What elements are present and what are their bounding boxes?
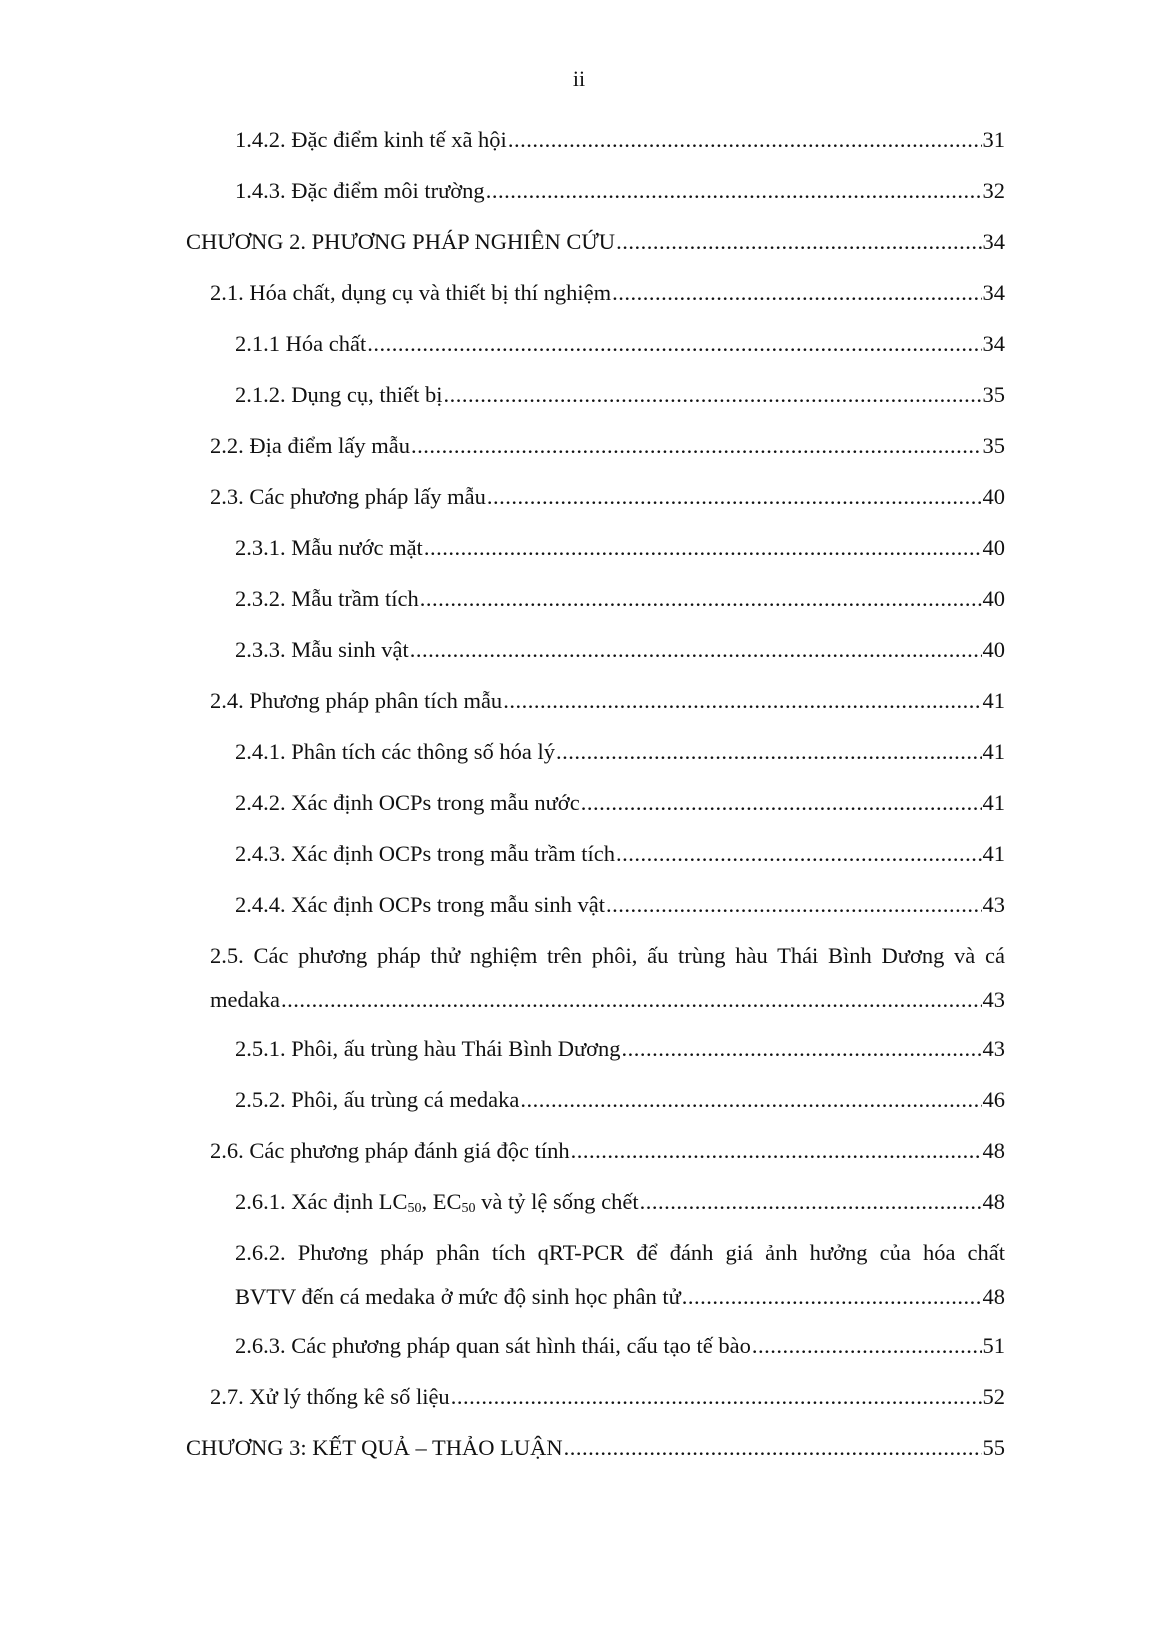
toc-entry-label: 2.3.2. Mẫu trầm tích xyxy=(235,586,419,611)
toc-entry-page: 35 xyxy=(982,433,1005,458)
toc-entry[interactable] xyxy=(210,475,1005,519)
leader-dots xyxy=(424,526,982,570)
toc-chapter-entry[interactable] xyxy=(186,220,1005,264)
toc-entry-page: 43 xyxy=(982,987,1005,1012)
toc-entry-page: 52 xyxy=(982,1384,1005,1409)
leader-dots xyxy=(486,169,982,213)
toc-entry-label: 2.4.4. Xác định OCPs trong mẫu sinh vật xyxy=(235,892,605,917)
leader-dots xyxy=(556,730,982,774)
toc-entry-page: 34 xyxy=(982,229,1005,254)
toc-chapter-entry[interactable] xyxy=(186,1426,1005,1470)
toc-entry-page: 51 xyxy=(982,1333,1005,1358)
toc-entry-label: 2.2. Địa điểm lấy mẫu xyxy=(210,433,410,458)
toc-entry-label: 2.1.1 Hóa chất xyxy=(235,331,367,356)
toc-entry-page: 35 xyxy=(982,382,1005,407)
toc-entry-label: 2.4.3. Xác định OCPs trong mẫu trầm tích xyxy=(235,841,615,866)
toc-entry-label-line2: BVTV đến cá medaka ở mức độ sinh học phân tử xyxy=(235,1284,681,1309)
toc-entry[interactable] xyxy=(210,1129,1005,1173)
leader-dots xyxy=(410,628,982,672)
toc-entry[interactable] xyxy=(235,628,1005,672)
toc-entry[interactable] xyxy=(235,1324,1005,1368)
leader-dots xyxy=(606,883,982,927)
leader-dots xyxy=(420,577,982,621)
leader-dots xyxy=(571,1129,982,1173)
toc-entry[interactable] xyxy=(235,730,1005,774)
toc-entry-page: 55 xyxy=(982,1435,1005,1460)
toc-entry-multiline[interactable] xyxy=(210,934,1005,1022)
toc-entry[interactable] xyxy=(210,271,1005,315)
toc-entry-page: 31 xyxy=(982,127,1005,152)
toc-entry-label: 2.4. Phương pháp phân tích mẫu xyxy=(210,688,503,713)
leader-dots xyxy=(503,679,981,723)
toc-entry-label: 2.6. Các phương pháp đánh giá độc tính xyxy=(210,1138,570,1163)
toc-entry-page: 41 xyxy=(982,739,1005,764)
toc-entry[interactable] xyxy=(235,1078,1005,1122)
toc-entry[interactable] xyxy=(210,424,1005,468)
leader-dots xyxy=(564,1426,982,1470)
leader-dots xyxy=(616,832,982,876)
toc-entry[interactable] xyxy=(235,526,1005,570)
toc-entry-page: 40 xyxy=(982,484,1005,509)
leader-dots xyxy=(752,1324,982,1368)
toc-entry-label: CHƯƠNG 3: KẾT QUẢ – THẢO LUẬN xyxy=(186,1435,563,1460)
leader-dots xyxy=(682,1275,982,1319)
subscript-50: 50 xyxy=(461,1201,476,1216)
toc-entry-label: 2.3.3. Mẫu sinh vật xyxy=(235,637,409,662)
toc-entry[interactable] xyxy=(235,373,1005,417)
toc-entry-label: 2.7. Xử lý thống kê số liệu xyxy=(210,1384,450,1409)
toc-entry-page: 48 xyxy=(982,1189,1005,1214)
toc-entry[interactable] xyxy=(235,577,1005,621)
leader-dots xyxy=(581,781,982,825)
toc-entry[interactable] xyxy=(235,781,1005,825)
toc-entry-label: 2.4.2. Xác định OCPs trong mẫu nước xyxy=(235,790,580,815)
leader-dots xyxy=(443,373,981,417)
toc-entry-page: 34 xyxy=(982,280,1005,305)
toc-entry[interactable] xyxy=(235,118,1005,162)
toc-entry-page: 48 xyxy=(982,1138,1005,1163)
toc-entry-label: 2.1.2. Dụng cụ, thiết bị xyxy=(235,382,443,407)
leader-dots xyxy=(451,1375,982,1419)
toc-entry-label: 2.3. Các phương pháp lấy mẫu xyxy=(210,484,486,509)
toc-entry[interactable] xyxy=(235,1180,1005,1224)
toc-entry[interactable] xyxy=(235,1027,1005,1071)
toc-entry-page: 43 xyxy=(982,892,1005,917)
toc-entry-label: 2.4.1. Phân tích các thông số hóa lý xyxy=(235,739,555,764)
toc-entry-label: 2.6.1. Xác định $LC_{50}$, $EC_{50}$ và tỷ lệ sống chết xyxy=(235,1189,639,1216)
toc-entry-page: 43 xyxy=(982,1036,1005,1061)
toc-entry-page: 40 xyxy=(982,637,1005,662)
leader-dots xyxy=(487,475,982,519)
toc-entry-label-line1: 2.5. Các phương pháp thử nghiệm trên phôi, ấu trùng hàu Thái Bình Dương và cá xyxy=(210,943,1005,968)
leader-dots xyxy=(508,118,982,162)
toc-entry[interactable] xyxy=(235,169,1005,213)
toc-entry-page: 41 xyxy=(982,688,1005,713)
leader-dots xyxy=(622,1027,982,1071)
leader-dots xyxy=(640,1180,982,1224)
toc-entry-page: 48 xyxy=(982,1284,1005,1309)
toc-entry[interactable] xyxy=(235,883,1005,927)
toc-entry-page: 46 xyxy=(982,1087,1005,1112)
page-number: ii xyxy=(572,66,586,91)
toc-entry-page: 41 xyxy=(982,841,1005,866)
leader-dots xyxy=(367,322,981,366)
toc-entry-page: 34 xyxy=(982,331,1005,356)
leader-dots xyxy=(616,220,981,264)
toc-entry-label: 2.1. Hóa chất, dụng cụ và thiết bị thí nghiệm xyxy=(210,280,612,305)
toc-entry-label: 2.5.1. Phôi, ấu trùng hàu Thái Bình Dương xyxy=(235,1036,621,1061)
toc-entry-label: 2.5.2. Phôi, ấu trùng cá medaka xyxy=(235,1087,520,1112)
toc-entry-label-line1: 2.6.2. Phương pháp phân tích qRT-PCR để đánh giá ảnh hưởng của hóa chất xyxy=(235,1240,1005,1265)
toc-entry-label: CHƯƠNG 2. PHƯƠNG PHÁP NGHIÊN CỨU xyxy=(186,229,616,254)
toc-entry-label: 2.3.1. Mẫu nước mặt xyxy=(235,535,423,560)
toc-entry-label-line2: medaka xyxy=(210,987,280,1012)
leader-dots xyxy=(612,271,981,315)
toc-entry[interactable] xyxy=(235,322,1005,366)
toc-entry-multiline[interactable] xyxy=(235,1231,1005,1319)
subscript-50: 50 xyxy=(407,1201,422,1216)
leader-dots xyxy=(281,978,982,1022)
leader-dots xyxy=(520,1078,981,1122)
toc-entry[interactable] xyxy=(210,1375,1005,1419)
toc-entry-page: 40 xyxy=(982,586,1005,611)
toc-entry-page: 40 xyxy=(982,535,1005,560)
toc-entry-page: 32 xyxy=(982,178,1005,203)
toc-entry-label: 2.6.3. Các phương pháp quan sát hình thái, cấu tạo tế bào xyxy=(235,1333,751,1358)
toc-entry-page: 41 xyxy=(982,790,1005,815)
toc-entry-label: 1.4.2. Đặc điểm kinh tế xã hội xyxy=(235,127,507,152)
toc-entry-label: 1.4.3. Đặc điểm môi trường xyxy=(235,178,485,203)
toc-entry[interactable] xyxy=(210,679,1005,723)
leader-dots xyxy=(411,424,982,468)
toc-entry[interactable] xyxy=(235,832,1005,876)
